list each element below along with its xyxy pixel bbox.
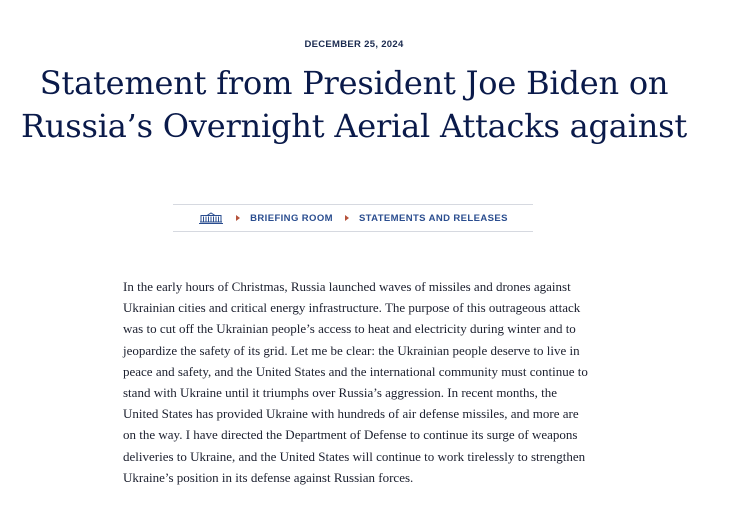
article-body: In the early hours of Christmas, Russia launched waves of missiles and drones against Ukrainian cities and critical energy infrastructure. The purpose of this outrageous attack was to cut off the Ukrainian people’s access to heat and electricity during winter and to jeopardize the safety of its grid. Let me be clear: the Ukrainian people deserve to live in peace and safety, and the United States and the international community must continue to stand with Ukraine until it triumphs over Russia’s aggression. In recent months, the United States has provided Ukraine with hundreds of air defense missiles, and more are on the way. I have directed the Department of Defense to continue its surge of weapons deliveries to Ukraine, and the United States will continue to work tirelessly to strengthen Ukraine’s position in its defense against Russian forces. <box>123 279 588 485</box>
article-date: DECEMBER 25, 2024 <box>304 39 404 50</box>
breadcrumb <box>173 204 533 232</box>
breadcrumb-separator-icon <box>236 215 240 221</box>
breadcrumb-briefing-room[interactable]: BRIEFING ROOM <box>250 212 333 224</box>
white-house-icon[interactable] <box>198 212 224 224</box>
breadcrumb-separator-icon <box>345 215 349 221</box>
page-title: Statement from President Joe Biden on Russia’s Overnight Aerial Attacks against <box>20 64 688 145</box>
breadcrumb-statements-and-releases[interactable]: STATEMENTS AND RELEASES <box>358 212 508 224</box>
